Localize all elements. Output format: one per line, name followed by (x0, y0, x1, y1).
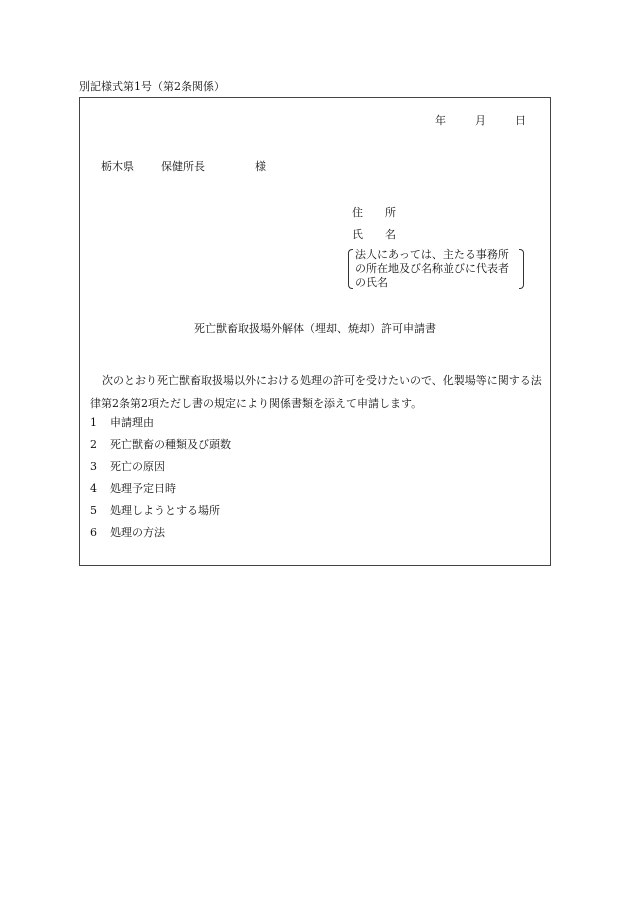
item-label: 死亡の原因 (110, 460, 165, 473)
corporation-note-line: 法人にあっては、主たる事務所 (355, 248, 509, 261)
addressee-office: 保健所長 (161, 160, 205, 173)
document-title: 死亡獣畜取扱場外解体（埋却、焼却）許可申請書 (194, 322, 436, 335)
item-label: 死亡獣畜の種類及び頭数 (110, 438, 231, 451)
date-day-label: 日 (515, 114, 526, 127)
applicant-name-label: 氏 名 (352, 228, 396, 241)
corporation-note-line: の所在地及び名称並びに代表者 (355, 262, 509, 275)
list-item (90, 526, 231, 548)
item-label: 処理の方法 (110, 526, 165, 539)
item-number: 5 (90, 504, 97, 517)
item-number: 2 (90, 438, 97, 451)
addressee-honorific: 様 (255, 160, 266, 173)
list-item (90, 416, 231, 438)
addressee-prefecture: 栃木県 (101, 160, 134, 173)
date-month-label: 月 (475, 114, 486, 127)
left-bracket (348, 249, 353, 289)
item-label: 処理しようとする場所 (110, 504, 220, 517)
corporation-note (348, 249, 524, 291)
date-row (435, 114, 526, 128)
item-number: 4 (90, 482, 97, 495)
form-number-label: 別記様式第1号（第2条関係） (79, 80, 225, 93)
list-item (90, 482, 231, 504)
right-bracket (519, 249, 524, 289)
item-label: 処理予定日時 (110, 482, 176, 495)
item-number: 6 (90, 526, 97, 539)
corporation-note-text (355, 248, 509, 290)
item-label: 申請理由 (110, 416, 154, 429)
application-form-frame (79, 97, 551, 566)
application-body (90, 369, 542, 415)
item-number: 3 (90, 460, 97, 473)
corporation-note-line: の氏名 (355, 276, 388, 289)
application-items-list (90, 416, 231, 548)
applicant-address-label: 住 所 (352, 206, 396, 219)
item-number: 1 (90, 416, 97, 429)
list-item (90, 460, 231, 482)
application-body-text: 次のとおり死亡獣畜取扱場以外における処理の許可を受けたいので、化製場等に関する法律第2条第2項ただし書の規定により関係書類を添えて申請します。 (90, 374, 542, 410)
date-year-label: 年 (435, 114, 446, 127)
list-item (90, 504, 231, 526)
list-item (90, 438, 231, 460)
addressee-line (101, 160, 266, 174)
